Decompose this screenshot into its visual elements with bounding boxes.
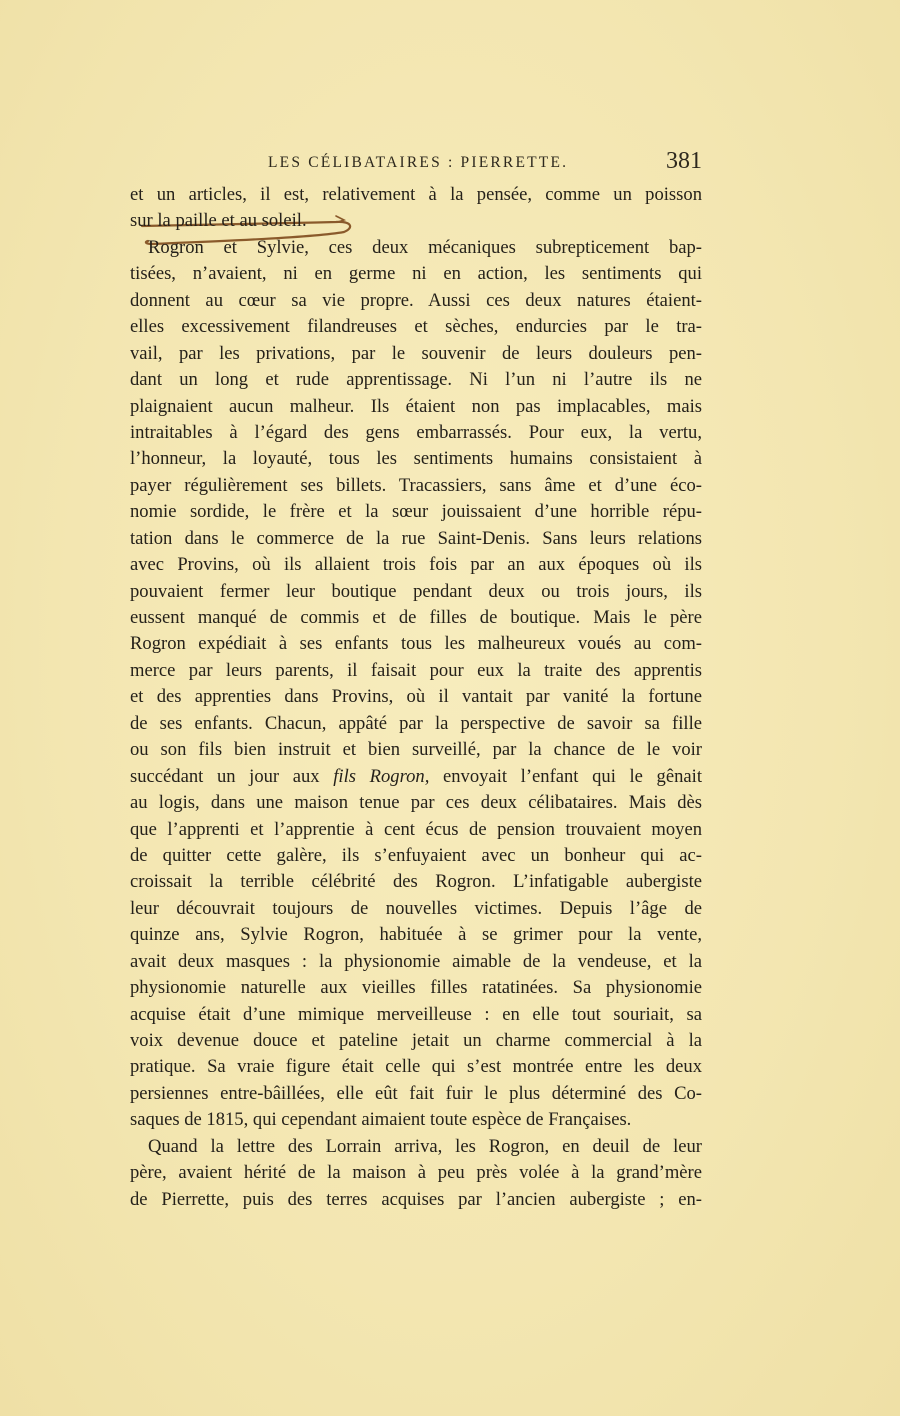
text-line: dant un long et rude apprentissage. Ni l’un ni l’autre ils ne xyxy=(130,369,702,391)
text-line: au logis, dans une maison tenue par ces deux célibataires. Mais dès xyxy=(130,792,702,814)
text-line: vail, par les privations, par le souvenir de leurs douleurs pen- xyxy=(130,342,702,364)
text-line: avec Provins, où ils allaient trois fois par an aux époques où ils xyxy=(130,554,702,576)
text-line: l’honneur, la loyauté, tous les sentiments humains consistaient à xyxy=(130,448,702,470)
text-line: merce par leurs parents, il faisait pour eux la traite des apprentis xyxy=(130,659,702,681)
text-line: quinze ans, Sylvie Rogron, habituée à se grimer pour la vente, xyxy=(130,924,702,946)
page-number: 381 xyxy=(666,148,702,174)
text-line: elles excessivement filandreuses et sèches, endurcies par le tra- xyxy=(130,316,702,338)
text-line: croissait la terrible célébrité des Rogron. L’infatigable aubergiste xyxy=(130,871,702,893)
text-line: plaignaient aucun malheur. Ils étaient non pas implacables, mais xyxy=(130,395,702,417)
text-line: pratique. Sa vraie figure était celle qui s’est montrée entre les deux xyxy=(130,1056,702,1078)
text-line: ou son fils bien instruit et bien surveillé, par la chance de le voir xyxy=(130,739,702,761)
text-line: de quitter cette galère, ils s’enfuyaient avec un bonheur qui ac- xyxy=(130,844,702,866)
text-line: eussent manqué de commis et de filles de boutique. Mais le père xyxy=(130,607,702,628)
text-line: avait deux masques : la physionomie aimable de la vendeuse, et la xyxy=(130,950,702,972)
text-line: payer régulièrement ses billets. Tracassiers, sans âme et d’une éco- xyxy=(130,474,702,496)
text-line: Quand la lettre des Lorrain arriva, les Rogron, en deuil de leur xyxy=(148,1135,702,1157)
text-line: intraitables à l’égard des gens embarrassés. Pour eux, la vertu, xyxy=(130,421,702,443)
text-line: et des apprenties dans Provins, où il vantait par vanité la fortune xyxy=(130,686,702,708)
text-line: tisées, n’avaient, ni en germe ni en action, les sentiments qui xyxy=(130,263,702,285)
italic-phrase: fils Rogron, xyxy=(333,765,430,787)
italic-line-before: succédant un jour aux xyxy=(130,765,334,787)
text-line: acquise était d’une mimique merveilleuse : en elle tout souriait, sa xyxy=(130,1003,702,1025)
text-line: que l’apprenti et l’apprentie à cent écus de pension trouvaient moyen xyxy=(130,818,702,840)
text-line: de ses enfants. Chacun, appâté par la perspective de savoir sa fille xyxy=(130,712,702,734)
text-line: père, avaient hérité de la maison à peu près volée à la grand’mère xyxy=(130,1162,702,1184)
running-title: LES CÉLIBATAIRES : PIERRETTE. xyxy=(268,154,569,171)
text-line: physionomie naturelle aux vieilles filles ratatinées. Sa physionomie xyxy=(130,977,702,999)
text-line: nomie sordide, le frère et la sœur jouissaient d’une horrible répu- xyxy=(130,501,702,523)
text-line: sur la paille et au soleil. xyxy=(130,210,307,232)
text-line: Rogron et Sylvie, ces deux mécaniques subrepticement bap- xyxy=(148,236,702,258)
text-line: donnent au cœur sa vie propre. Aussi ces deux natures étaient- xyxy=(130,289,702,311)
text-line-with-italic xyxy=(130,764,702,790)
text-line: de Pierrette, puis des terres acquises par l’ancien aubergiste ; en- xyxy=(130,1188,702,1210)
text-line: pouvaient fermer leur boutique pendant deux ou trois jours, ils xyxy=(130,580,702,602)
text-line: et un articles, il est, relativement à la pensée, comme un poisson xyxy=(130,184,702,205)
text-line: tation dans le commerce de la rue Saint-Denis. Sans leurs relations xyxy=(130,527,702,549)
running-head xyxy=(130,148,702,178)
text-line: Rogron expédiait à ses enfants tous les malheureux voués au com- xyxy=(130,633,702,655)
body-text xyxy=(130,182,702,1213)
text-line: voix devenue douce et pateline jetait un charme commercial à la xyxy=(130,1030,702,1051)
italic-line-after: envoyait l’enfant qui le gênait xyxy=(429,765,702,787)
text-line: persiennes entre-bâillées, elle eût fait fuir le plus déterminé des Co- xyxy=(130,1082,702,1104)
text-line: saques de 1815, qui cependant aimaient toute espèce de Françaises. xyxy=(130,1109,632,1131)
text-line: leur découvrait toujours de nouvelles victimes. Depuis l’âge de xyxy=(130,897,702,919)
